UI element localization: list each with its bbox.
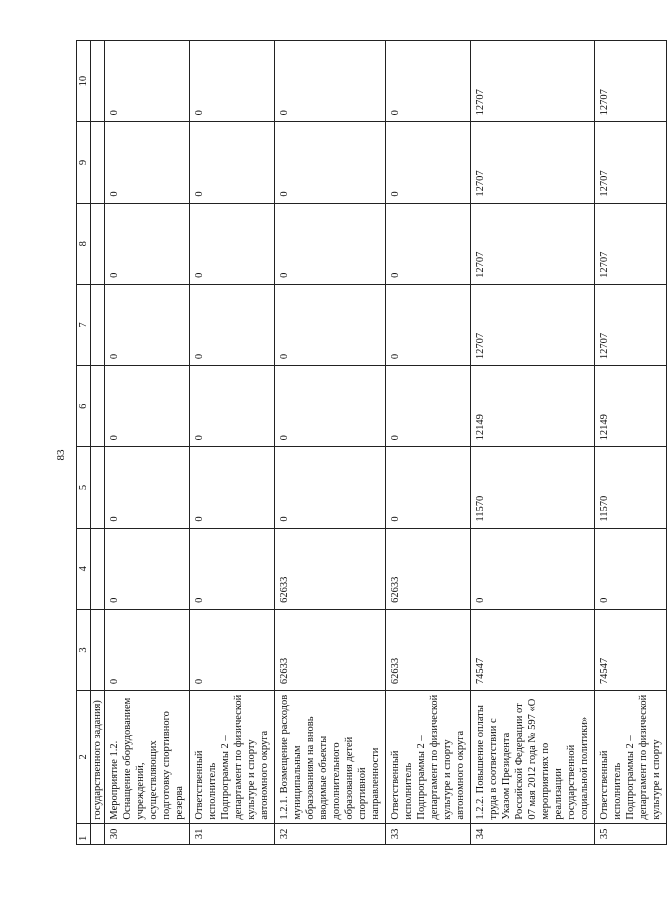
row-number: 31 <box>190 823 275 844</box>
row-value: 0 <box>190 528 275 609</box>
row-value: 11570 <box>471 447 595 528</box>
column-header: 10 <box>77 41 91 122</box>
row-value: 12707 <box>595 284 667 365</box>
row-value: 0 <box>105 609 190 690</box>
row-value: 0 <box>190 366 275 447</box>
row-value: 0 <box>386 41 471 122</box>
row-name: Ответственный исполнитель Подпрограммы 2 – департамент по физической культуре и спорту автономного округа <box>190 691 275 824</box>
row-value: 0 <box>275 122 386 203</box>
row-value: 12707 <box>471 41 595 122</box>
row-name: Ответственный исполнитель Подпрограммы 2 – департамент по физической культуре и спорту <box>595 691 667 824</box>
row-value: 12149 <box>595 366 667 447</box>
table-row <box>275 41 386 845</box>
row-value: 0 <box>386 284 471 365</box>
row-value: 0 <box>105 203 190 284</box>
row-number: 32 <box>275 823 386 844</box>
row-value: 12149 <box>471 366 595 447</box>
row-value: 74547 <box>595 609 667 690</box>
row-value: 12707 <box>471 284 595 365</box>
carry-over-row <box>91 41 105 845</box>
column-header: 2 <box>77 691 91 824</box>
row-value: 12707 <box>595 203 667 284</box>
table-row <box>105 41 190 845</box>
row-value: 62633 <box>275 528 386 609</box>
row-value: 12707 <box>471 203 595 284</box>
row-name: Мероприятие 1.2. Оснащение оборудованием учреждений, осуществляющих подготовку спортивного резерва <box>105 691 190 824</box>
row-value: 0 <box>471 528 595 609</box>
column-header: 1 <box>77 823 91 844</box>
row-value: 0 <box>105 284 190 365</box>
row-value: 0 <box>386 447 471 528</box>
column-header: 5 <box>77 447 91 528</box>
row-value: 0 <box>105 528 190 609</box>
row-value: 12707 <box>471 122 595 203</box>
row-value: 0 <box>105 366 190 447</box>
row-value: 0 <box>190 609 275 690</box>
row-value: 62633 <box>386 609 471 690</box>
row-value: 74547 <box>471 609 595 690</box>
row-value: 0 <box>386 366 471 447</box>
row-value: 12707 <box>595 122 667 203</box>
row-value: 0 <box>595 528 667 609</box>
column-header: 4 <box>77 528 91 609</box>
row-value: 0 <box>275 284 386 365</box>
column-number-row <box>77 41 91 845</box>
row-value: 12707 <box>595 41 667 122</box>
row-value: 0 <box>275 203 386 284</box>
row-number: 34 <box>471 823 595 844</box>
row-number: 30 <box>105 823 190 844</box>
row-value: 0 <box>105 41 190 122</box>
row-value: 0 <box>275 366 386 447</box>
row-name: 1.2.1. Возмещение расходов муниципальным образованиям на вновь вводимые объекты дополнительного образования детей спортивной направленности <box>275 691 386 824</box>
table-row <box>190 41 275 845</box>
row-value: 0 <box>275 41 386 122</box>
row-value: 0 <box>190 122 275 203</box>
table-row <box>471 41 595 845</box>
row-number: 33 <box>386 823 471 844</box>
row-number: 35 <box>595 823 667 844</box>
row-name: Ответственный исполнитель Подпрограммы 2 – департамент по физической культуре и спорту автономного округа <box>386 691 471 824</box>
row-value: 0 <box>386 122 471 203</box>
row-number <box>91 823 105 844</box>
row-value: 0 <box>105 447 190 528</box>
row-value: 0 <box>190 41 275 122</box>
row-value: 0 <box>105 122 190 203</box>
rotated-table-container <box>76 40 662 845</box>
column-header: 7 <box>77 284 91 365</box>
budget-table <box>76 40 667 845</box>
table-row <box>386 41 471 845</box>
row-value: 0 <box>190 447 275 528</box>
row-value: 0 <box>190 203 275 284</box>
row-name: 1.2.2. Повышение оплаты труда в соответствии с Указом Президента Российской Федерации от 07 мая 2012 года № 597 «О мероприятиях по реализации государственной социальной политики» <box>471 691 595 824</box>
column-header: 3 <box>77 609 91 690</box>
column-header: 9 <box>77 122 91 203</box>
row-value: 0 <box>386 203 471 284</box>
column-header: 8 <box>77 203 91 284</box>
table-row <box>595 41 667 845</box>
column-header: 6 <box>77 366 91 447</box>
row-value: 0 <box>275 447 386 528</box>
row-value: 11570 <box>595 447 667 528</box>
row-value: 62633 <box>275 609 386 690</box>
row-value: 62633 <box>386 528 471 609</box>
row-value: 0 <box>190 284 275 365</box>
carry-over-text: государственного задания) <box>91 691 105 824</box>
page-number: 83 <box>55 449 67 461</box>
